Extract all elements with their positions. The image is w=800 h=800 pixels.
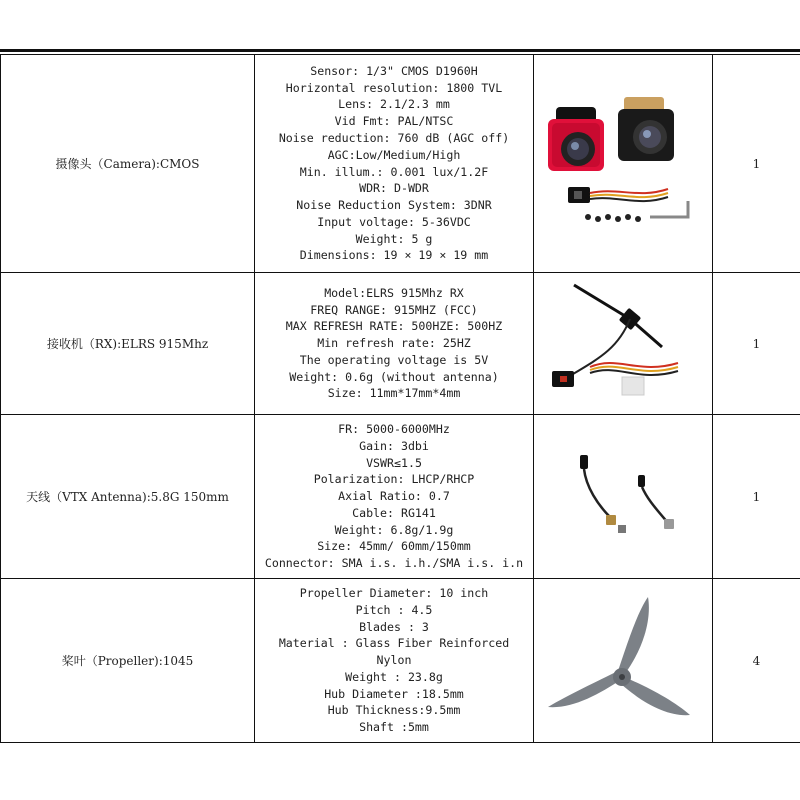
spec-line: AGC:Low/Medium/High — [327, 147, 461, 162]
receiver-antenna-icon — [538, 279, 708, 409]
spec-line: The operating voltage is 5V — [299, 352, 489, 367]
spec-line: Polarization: LHCP/RHCP — [313, 472, 475, 487]
spec-line: Noise Reduction System: 3DNR — [296, 198, 492, 213]
spec-line: Weight: 0.6g (without antenna) — [289, 369, 499, 384]
vtx-antenna-icon — [538, 427, 708, 567]
spec-cell — [255, 415, 534, 579]
spec-line: Min refresh rate: 25HZ — [317, 336, 471, 351]
spec-line: Hub Diameter :18.5mm — [324, 686, 464, 701]
spec-line: Weight: 5 g — [355, 231, 433, 246]
qty-cell: 4 — [713, 579, 800, 743]
spec-line: Cable: RG141 — [352, 505, 436, 520]
spec-line: Hub Thickness:9.5mm — [327, 703, 461, 718]
qty-cell: 1 — [713, 55, 800, 273]
fpv-camera-icon — [538, 89, 708, 239]
spec-line: Weight : 23.8g — [345, 669, 443, 684]
spec-line: Propeller Diameter: 10 inch — [299, 585, 489, 600]
spec-table — [0, 54, 800, 743]
spec-cell — [255, 55, 534, 273]
spec-line: Gain: 3dbi — [359, 438, 429, 453]
spec-line: Weight: 6.8g/1.9g — [334, 522, 454, 537]
spec-line: VSWR≤1.5 — [366, 455, 422, 470]
spec-line: Nylon — [376, 653, 412, 668]
qty-cell: 1 — [713, 273, 800, 415]
product-image-cell — [534, 579, 713, 743]
spec-line: Input voltage: 5-36VDC — [317, 214, 471, 229]
product-name-cell: 天线（VTX Antenna):5.8G 150mm — [1, 415, 255, 579]
spec-line: WDR: D-WDR — [359, 181, 429, 196]
product-name-cell: 桨叶（Propeller):1045 — [1, 579, 255, 743]
table-row — [1, 55, 800, 273]
spec-line: Vid Fmt: PAL/NTSC — [334, 114, 454, 129]
spec-line: Noise reduction: 760 dB (AGC off) — [278, 130, 510, 145]
product-name-cell: 摄像头（Camera):CMOS — [1, 55, 255, 273]
spec-line: Blades : 3 — [359, 619, 429, 634]
product-image-cell — [534, 55, 713, 273]
spec-line: Lens: 2.1/2.3 mm — [338, 97, 450, 112]
spec-line: Material : Glass Fiber Reinforced — [278, 636, 510, 651]
spec-line: FREQ RANGE: 915MHZ (FCC) — [310, 302, 478, 317]
spec-line: MAX REFRESH RATE: 500HZE: 500HZ — [285, 319, 503, 334]
spec-line: Axial Ratio: 0.7 — [338, 489, 450, 504]
spec-line: FR: 5000-6000MHz — [338, 421, 450, 436]
table-row — [1, 415, 800, 579]
product-image-cell — [534, 273, 713, 415]
table-row — [1, 579, 800, 743]
spec-line: Size: 45mm/ 60mm/150mm — [317, 539, 471, 554]
spec-line: Model:ELRS 915Mhz RX — [324, 285, 464, 300]
spec-line: Size: 11mm*17mm*4mm — [327, 386, 461, 401]
spec-line: Dimensions: 19 × 19 × 19 mm — [299, 248, 489, 263]
spec-line: Shaft :5mm — [359, 720, 429, 735]
spec-line: Sensor: 1/3" CMOS D1960H — [310, 63, 478, 78]
product-image-cell — [534, 415, 713, 579]
qty-cell: 1 — [713, 415, 800, 579]
spec-line: Min. illum.: 0.001 lux/1.2F — [299, 164, 489, 179]
spec-line: Connector: SMA i.s. i.h./SMA i.s. i.n — [264, 556, 524, 571]
spec-cell — [255, 273, 534, 415]
top-rule — [0, 49, 800, 52]
spec-line: Pitch : 4.5 — [355, 602, 433, 617]
spec-line: Horizontal resolution: 1800 TVL — [285, 80, 503, 95]
product-name-cell: 接收机（RX):ELRS 915Mhz — [1, 273, 255, 415]
table-row — [1, 273, 800, 415]
spec-cell — [255, 579, 534, 743]
propeller-icon — [538, 591, 708, 731]
